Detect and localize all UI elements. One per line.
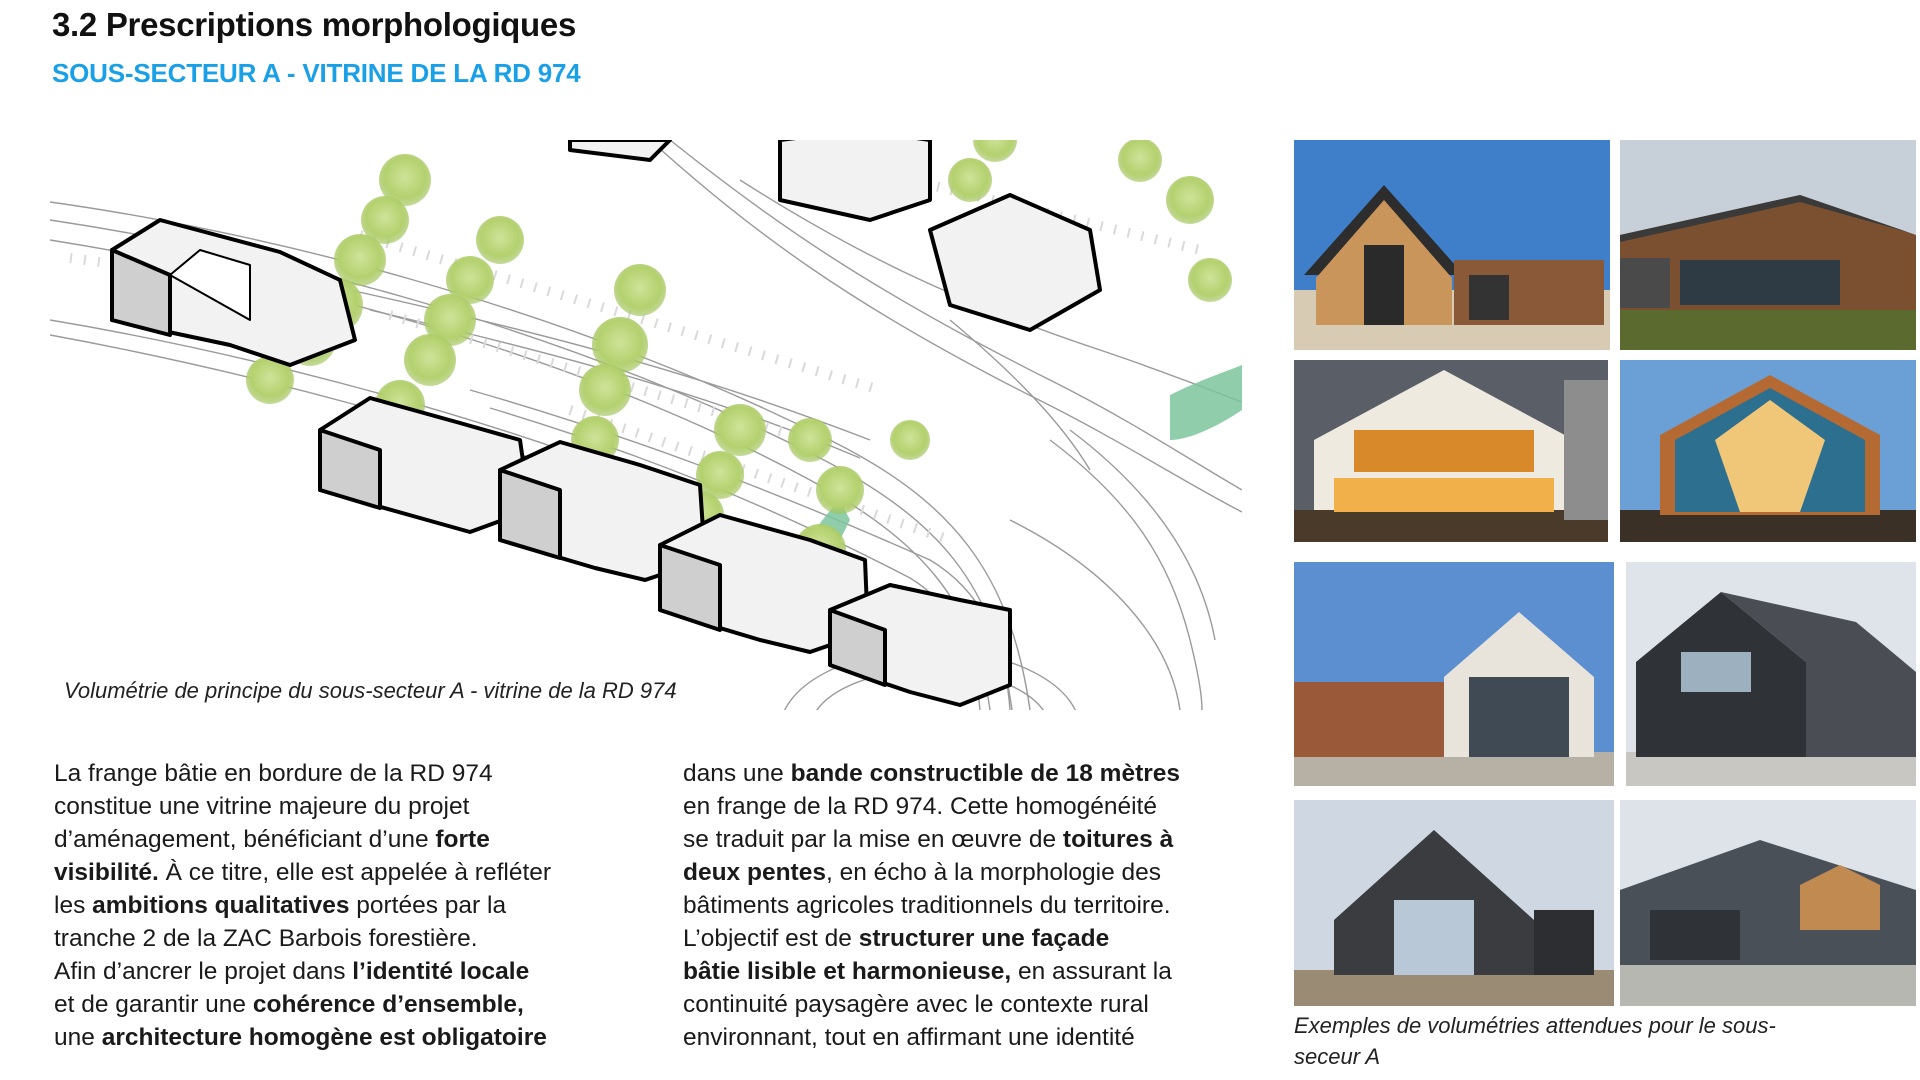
section-subtitle: SOUS-SECTEUR A - VITRINE DE LA RD 974 [52,58,581,88]
text-emphasis: bâtie lisible et harmonieuse, [683,958,1012,985]
text-segment: À ce titre, elle est appelée à refléter [158,859,552,886]
text-segment: environnant, tout en affirmant une identité [683,1024,1135,1051]
photos-caption [1294,1010,1776,1072]
text-line [54,757,551,790]
text-line [54,823,551,856]
text-segment: une [54,1024,102,1051]
page-title: 3.2 Prescriptions morphologiques [52,6,577,43]
text-line [54,1021,551,1054]
text-line [54,856,551,889]
site-plan-drawing [50,140,1242,710]
text-emphasis: ambitions qualitatives [92,892,350,919]
text-emphasis: cohérence d’ensemble, [252,991,524,1018]
text-segment: Afin d’ancrer le projet dans [54,958,353,985]
text-segment: La frange bâtie en bordure de la RD 974 [54,760,493,787]
text-segment: L’objectif est de [683,925,859,952]
text-segment: d’aménagement, bénéficiant d’une [54,826,436,853]
text-emphasis: visibilité. [54,859,159,886]
text-emphasis: bande constructible de 18 mètres [790,760,1181,787]
text-line [683,823,1180,856]
example-photo-2 [1620,140,1916,350]
text-segment: se traduit par la mise en œuvre de [683,826,1063,853]
text-emphasis: deux pentes [683,859,826,886]
text-segment: les [54,892,93,919]
example-photo-7 [1294,800,1614,1006]
text-line [54,790,551,823]
text-segment: constitue une vitrine majeure du projet [54,793,470,820]
text-line [683,856,1180,889]
text-line [54,955,551,988]
text-segment: en frange de la RD 974. Cette homogénéité [683,793,1157,820]
example-photo-1 [1294,140,1610,350]
text-line [54,889,551,922]
text-emphasis: architecture homogène est obligatoire [101,1024,547,1051]
text-line [683,955,1180,988]
text-line [54,922,551,955]
text-column-left [54,757,551,1054]
site-plan-illustration [50,140,1242,710]
site-plan-caption: Volumétrie de principe du sous-secteur A - vitrine de la RD 974 [64,678,677,703]
text-emphasis: forte [435,826,490,853]
text-line [683,790,1180,823]
text-emphasis: structurer une façade [858,925,1110,952]
text-line [54,988,551,1021]
example-photo-5 [1294,562,1614,786]
text-segment: en assurant la [1011,958,1172,985]
text-line [683,757,1180,790]
text-segment: et de garantir une [54,991,253,1018]
example-photo-3 [1294,360,1608,542]
text-segment: dans une [683,760,791,787]
text-segment: tranche 2 de la ZAC Barbois forestière. [54,925,478,952]
text-segment: bâtiments agricoles traditionnels du territoire. [683,892,1171,919]
example-photo-6 [1626,562,1916,786]
text-emphasis: l’identité locale [352,958,530,985]
text-segment: portées par la [349,892,507,919]
photos-caption-line: Exemples de volumétries attendues pour le sous- [1294,1013,1776,1038]
text-line [683,922,1180,955]
text-line [683,1021,1180,1054]
example-photo-4 [1620,360,1916,542]
text-line [683,889,1180,922]
text-column-right [683,757,1180,1054]
photos-caption-line: seceur A [1294,1044,1381,1069]
text-emphasis: toitures à [1062,826,1174,853]
text-segment: , en écho à la morphologie des [825,859,1162,886]
text-segment: continuité paysagère avec le contexte rural [683,991,1149,1018]
text-line [683,988,1180,1021]
example-photo-8 [1620,800,1916,1006]
